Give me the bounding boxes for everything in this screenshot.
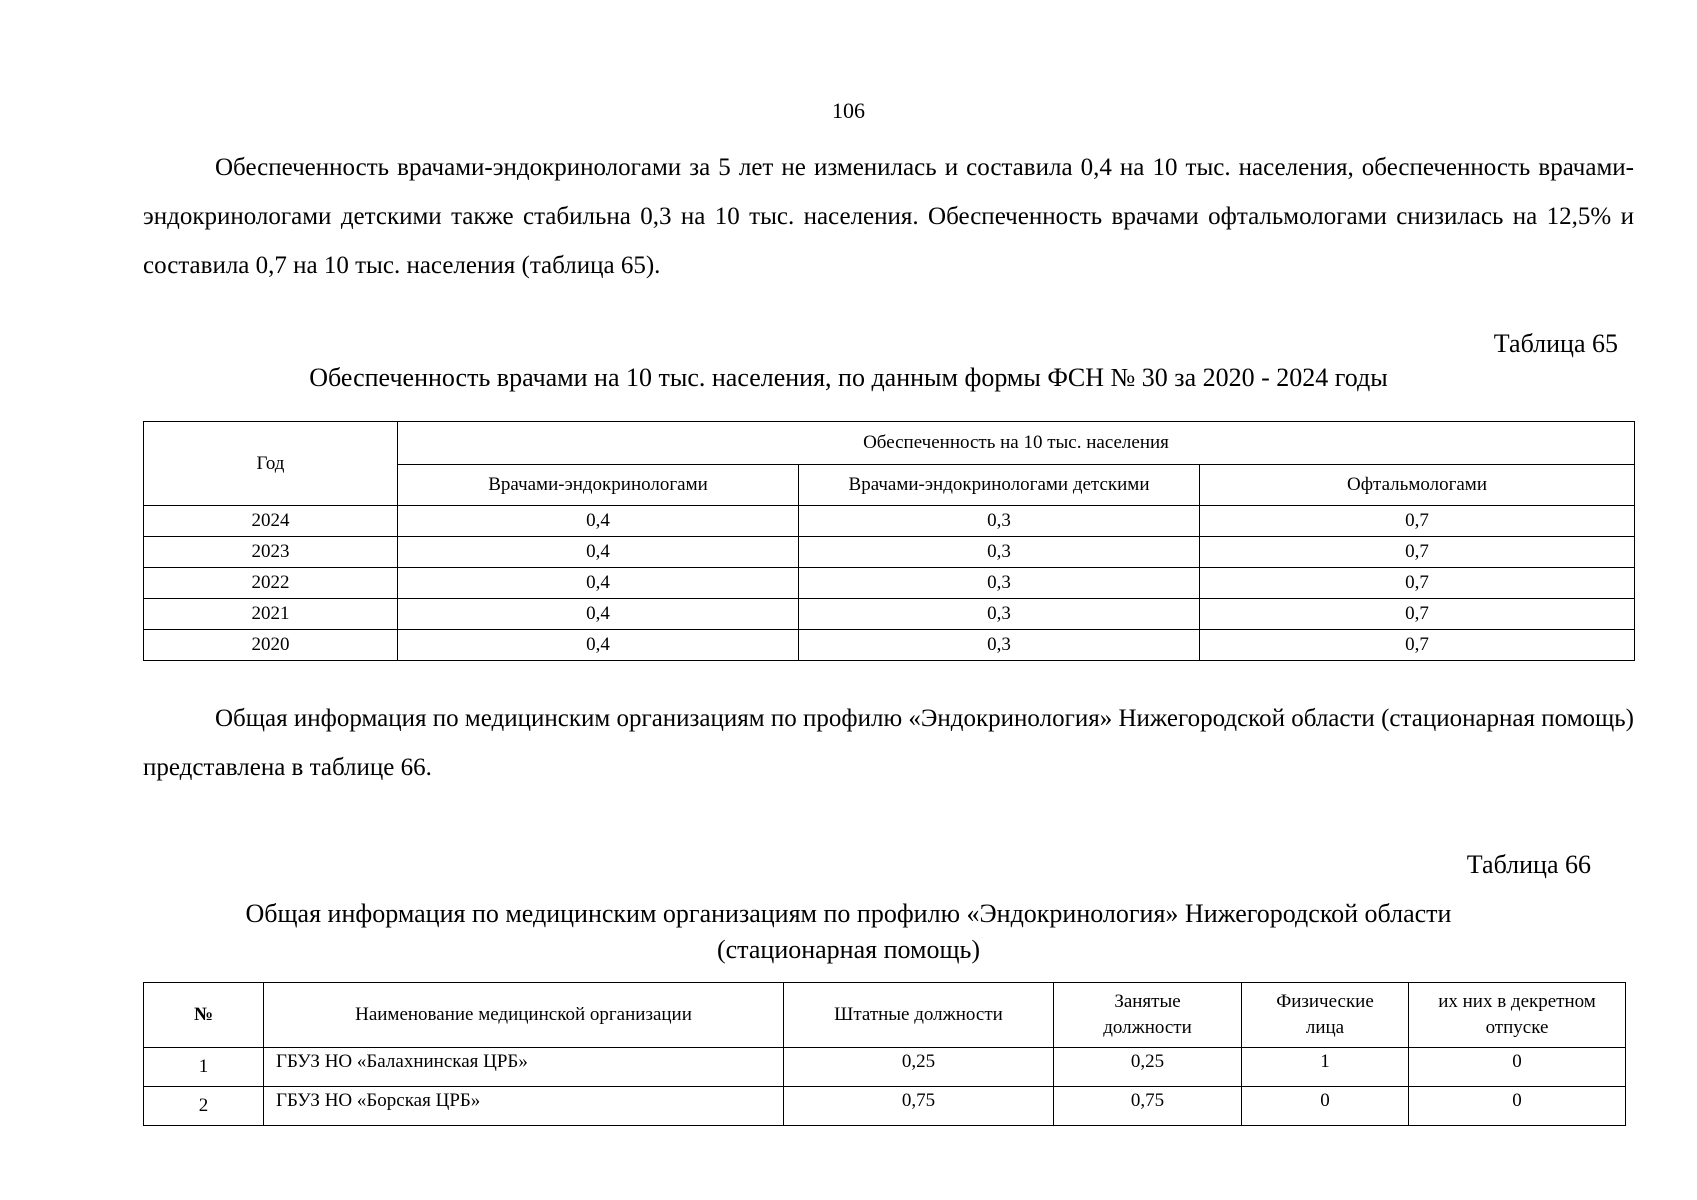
endo-child-cell: 0,3 (799, 537, 1200, 568)
table-65-year-header: Год (144, 422, 398, 506)
leave-cell: 0 (1409, 1048, 1626, 1087)
leave-cell: 0 (1409, 1087, 1626, 1126)
occupied-cell: 0,75 (1054, 1087, 1242, 1126)
physical-header-line1: Физические (1276, 991, 1374, 1012)
year-cell: 2023 (144, 537, 398, 568)
second-paragraph: Общая информация по медицинским организациям по профилю «Эндокринология» Нижегородской области (стационарная помощь) представлена в таблице 66. (143, 705, 1634, 781)
endo-child-cell: 0,3 (799, 599, 1200, 630)
table-66-title-line1: Общая информация по медицинским организациям по профилю «Эндокринология» Нижегородской области (245, 899, 1452, 928)
occupied-header-line1: Занятые (1114, 991, 1181, 1012)
table-65-title: Обеспеченность врачами на 10 тыс. населения, по данным формы ФСН № 30 за 2020 - 2024 годы (309, 363, 1388, 392)
org-name-cell: ГБУЗ НО «Балахнинская ЦРБ» (264, 1048, 784, 1087)
table-65-header-row (144, 422, 1635, 465)
endo-child-cell: 0,3 (799, 630, 1200, 661)
intro-paragraph: Обеспеченность врачами-эндокринологами за 5 лет не изменилась и составила 0,4 на 10 тыс. населения, обеспеченность врачами-эндокринологами детскими также стабильна 0,3 на 10 тыс. населения. Обеспеченность врачами офтальмологами снизилась на 12,5% и составила 0,7 на 10 тыс. населения (таблица 65). (143, 154, 1634, 279)
year-cell: 2024 (144, 506, 398, 537)
table-row (144, 599, 1635, 630)
ophth-cell: 0,7 (1200, 568, 1635, 599)
num-cell: 2 (144, 1087, 264, 1126)
table-row (144, 630, 1635, 661)
occupied-cell: 0,25 (1054, 1048, 1242, 1087)
endo-child-cell: 0,3 (799, 506, 1200, 537)
table-66-title-line2: (стационарная помощь) (716, 935, 981, 964)
page-number: 106 (832, 98, 865, 123)
endo-child-cell: 0,3 (799, 568, 1200, 599)
table-65-group-header: Обеспеченность на 10 тыс. населения (398, 422, 1635, 465)
table-66-num-header: № (144, 983, 264, 1048)
table-row (144, 1087, 1626, 1126)
table-65 (143, 421, 1635, 661)
org-name-cell: ГБУЗ НО «Борская ЦРБ» (264, 1087, 784, 1126)
table-66-occupied-header (1054, 983, 1242, 1048)
table-66-header-row (144, 983, 1626, 1048)
table-66-leave-header (1409, 983, 1626, 1048)
year-cell: 2022 (144, 568, 398, 599)
table-row (144, 1048, 1626, 1087)
leave-header-line2: отпуске (1485, 1017, 1549, 1038)
num-cell: 1 (144, 1048, 264, 1087)
physical-cell: 1 (1242, 1048, 1409, 1087)
table-66-label: Таблица 66 (1466, 850, 1591, 879)
table-row (144, 568, 1635, 599)
endo-cell: 0,4 (398, 537, 799, 568)
table-row (144, 537, 1635, 568)
table-66-staff-header: Штатные должности (784, 983, 1054, 1048)
table-65-col-endo-child: Врачами-эндокринологами детскими (799, 465, 1200, 506)
ophth-cell: 0,7 (1200, 630, 1635, 661)
endo-cell: 0,4 (398, 568, 799, 599)
year-cell: 2020 (144, 630, 398, 661)
table-66 (143, 982, 1626, 1126)
table-row (144, 506, 1635, 537)
staff-cell: 0,75 (784, 1087, 1054, 1126)
table-65-col-endo: Врачами-эндокринологами (398, 465, 799, 506)
table-66-physical-header (1242, 983, 1409, 1048)
table-66-title (0, 896, 1697, 968)
physical-header-line2: лица (1305, 1017, 1345, 1038)
leave-header-line1: их них в декретном (1438, 991, 1596, 1012)
ophth-cell: 0,7 (1200, 506, 1635, 537)
endo-cell: 0,4 (398, 599, 799, 630)
year-cell: 2021 (144, 599, 398, 630)
physical-cell: 0 (1242, 1087, 1409, 1126)
occupied-header-line2: должности (1103, 1017, 1192, 1038)
table-66-name-header: Наименование медицинской организации (264, 983, 784, 1048)
ophth-cell: 0,7 (1200, 599, 1635, 630)
endo-cell: 0,4 (398, 630, 799, 661)
endo-cell: 0,4 (398, 506, 799, 537)
table-65-col-ophth: Офтальмологами (1200, 465, 1635, 506)
staff-cell: 0,25 (784, 1048, 1054, 1087)
ophth-cell: 0,7 (1200, 537, 1635, 568)
table-65-label: Таблица 65 (1493, 329, 1618, 358)
